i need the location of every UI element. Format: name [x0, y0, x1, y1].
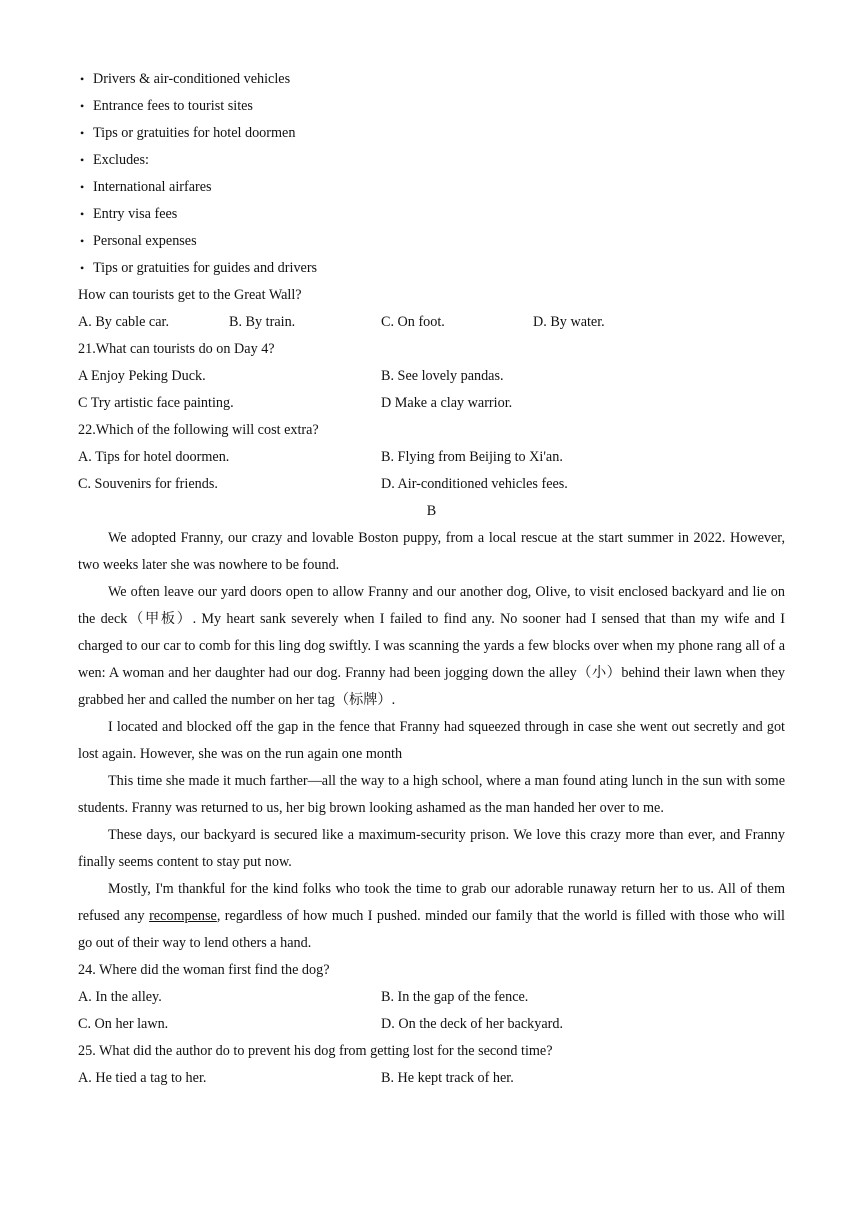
document-page [78, 66, 785, 1092]
option-a: A. In the alley. [78, 989, 162, 1005]
question-stem: How can tourists get to the Great Wall? [78, 287, 302, 303]
answer-options [78, 444, 785, 471]
question-stem: 25. What did the author do to prevent his dog from getting lost for the second time? [78, 1043, 553, 1059]
answer-options [78, 1011, 785, 1038]
answer-options [78, 363, 785, 390]
question-stem: 22.Which of the following will cost extra? [78, 422, 319, 438]
section-heading: B [426, 503, 437, 519]
inclusion-list [78, 66, 785, 282]
passage-paragraph: We adopted Franny, our crazy and lovable Boston puppy, from a local rescue at the start summer in 2022. However, two weeks later she was nowhere to be found. [78, 530, 785, 573]
option-c: C. On her lawn. [78, 1016, 169, 1032]
list-item: • Personal expenses [78, 228, 785, 255]
answer-options [78, 1065, 785, 1092]
option-b: B. See lovely pandas. [381, 368, 504, 384]
option-b: B. In the gap of the fence. [381, 989, 529, 1005]
option-a: A. He tied a tag to her. [78, 1070, 207, 1086]
option-a: A Enjoy Peking Duck. [78, 368, 206, 384]
option-d: D. Air-conditioned vehicles fees. [381, 476, 568, 492]
passage-paragraph: This time she made it much farther—all the way to a high school, where a man found ating lunch in the sun with some students. Franny was returned to us, her big brown looking ashamed as the man handed her over to me. [78, 773, 785, 816]
list-item: • Entrance fees to tourist sites [78, 93, 785, 120]
answer-options [78, 390, 785, 417]
list-item: • Entry visa fees [78, 201, 785, 228]
question-stem: 24. Where did the woman first find the dog? [78, 962, 330, 978]
list-item: • International airfares [78, 174, 785, 201]
option-a: A. By cable car. [78, 314, 169, 330]
option-b: B. Flying from Beijing to Xi'an. [381, 449, 563, 465]
option-d: D. By water. [533, 314, 605, 330]
option-a: A. Tips for hotel doormen. [78, 449, 230, 465]
option-c: C. Souvenirs for friends. [78, 476, 218, 492]
option-d: D. On the deck of her backyard. [381, 1016, 563, 1032]
option-b: B. He kept track of her. [381, 1070, 514, 1086]
answer-options [78, 984, 785, 1011]
passage-paragraph: Mostly, I'm thankful for the kind folks who took the time to grab our adorable runaway return her to us. All of them refused any recompense, regardless of how much I pushed. minded our family that the world is filled with those who will go out of their way to lend others a hand. [78, 881, 785, 951]
underlined-word: recompense [149, 908, 217, 924]
list-item: • Tips or gratuities for hotel doormen [78, 120, 785, 147]
passage-paragraph: We often leave our yard doors open to allow Franny and our another dog, Olive, to visit enclosed backyard and lie on the deck（甲板）. My heart sank severely when I failed to find any. No sooner had I sensed that than my wife and I charged to our car to comb for this ling dog swiftly. I was scanning the yards a few blocks over when my phone rang all of a wen: A woman and her daughter had our dog. Franny had been jogging down the alley（小）behind their lawn when they grabbed her and called the number on her tag（标牌）. [78, 584, 785, 708]
answer-options [78, 471, 785, 498]
list-item: • Tips or gratuities for guides and drivers [78, 255, 785, 282]
list-item: • Excludes: [78, 147, 785, 174]
option-b: B. By train. [229, 314, 296, 330]
answer-options [78, 309, 785, 336]
question-stem: 21.What can tourists do on Day 4? [78, 341, 275, 357]
option-d: D Make a clay warrior. [381, 395, 513, 411]
passage-paragraph: These days, our backyard is secured like a maximum-security prison. We love this crazy more than ever, and Franny finally seems content to stay put now. [78, 827, 785, 870]
option-c: C. On foot. [381, 314, 445, 330]
option-c: C Try artistic face painting. [78, 395, 234, 411]
list-item: • Drivers & air-conditioned vehicles [78, 66, 785, 93]
passage-paragraph: I located and blocked off the gap in the fence that Franny had squeezed through in case she went out secretly and got lost again. However, she was on the run again one month [78, 719, 785, 762]
